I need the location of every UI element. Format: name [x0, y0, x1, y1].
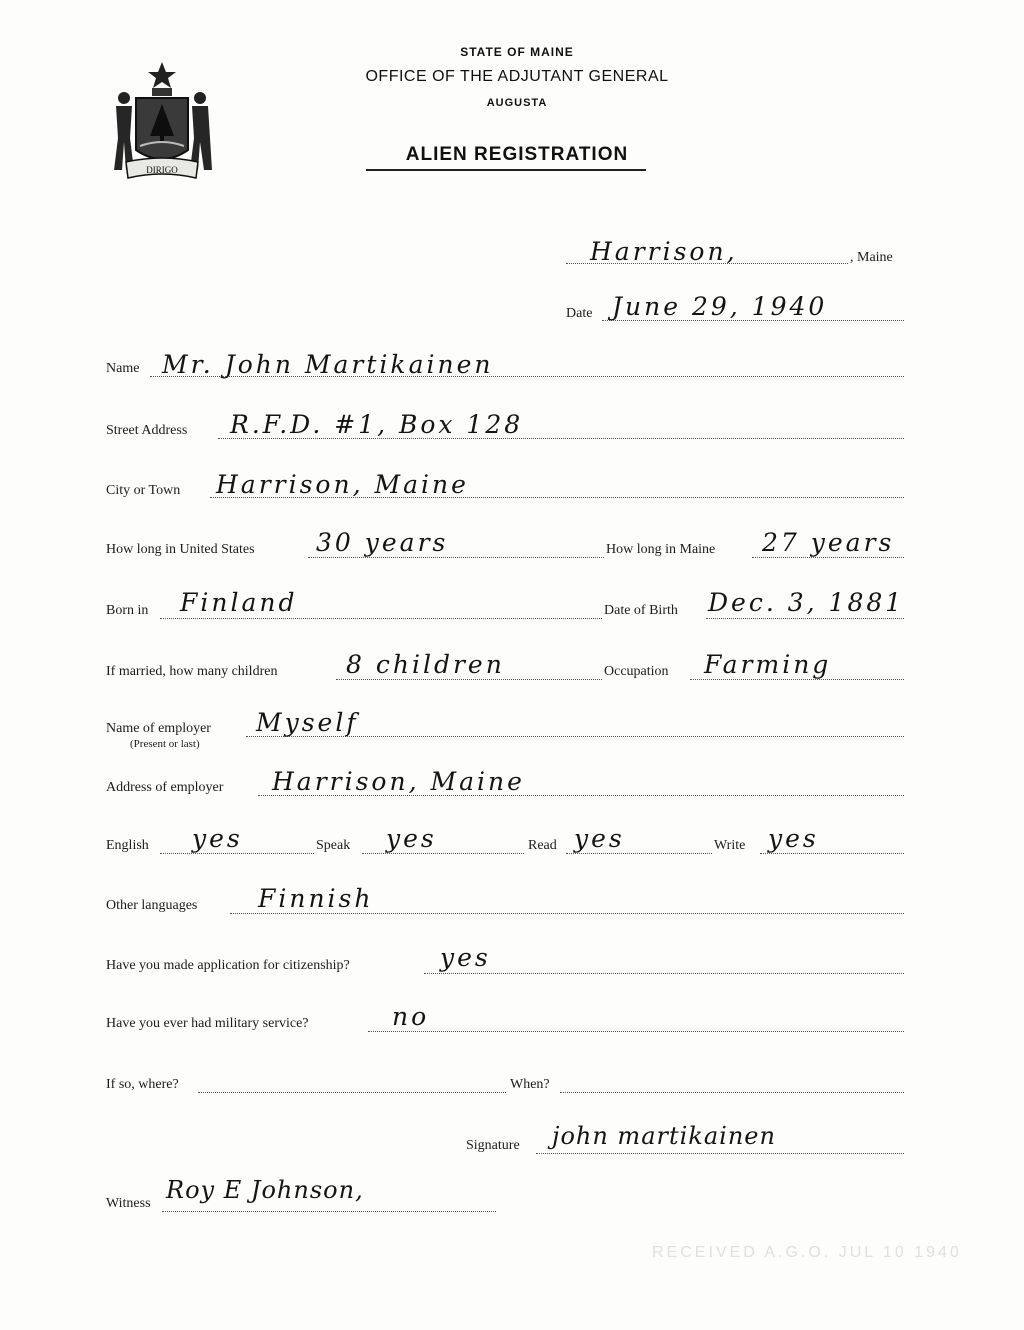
read-value: yes [574, 824, 625, 853]
other-languages-value: Finnish [258, 884, 374, 913]
military-label: Have you ever had military service? [106, 1016, 309, 1031]
maine-residence-label: How long in Maine [606, 542, 716, 557]
street-address-value: R.F.D. #1, Box 128 [230, 410, 524, 439]
where-line [198, 1092, 506, 1093]
received-stamp: RECEIVED A.G.O. JUL 10 1940 [652, 1244, 962, 1261]
when-line [560, 1092, 904, 1093]
write-line [760, 853, 904, 854]
citizenship-value: yes [440, 943, 491, 972]
speak-label: Speak [316, 838, 351, 853]
speak-value: yes [386, 824, 437, 853]
witness-line [162, 1211, 496, 1212]
children-label: If married, how many children [106, 664, 278, 679]
us-residence-line [308, 557, 604, 558]
write-label: Write [714, 838, 746, 853]
place-value: Harrison, [590, 237, 738, 266]
street-address-label: Street Address [106, 423, 188, 438]
occupation-line [690, 679, 904, 680]
employer-label: Name of employer [106, 721, 211, 736]
state-heading: STATE OF MAINE [460, 45, 574, 59]
other-languages-line [230, 913, 904, 914]
name-label: Name [106, 361, 140, 376]
read-label: Read [528, 838, 557, 853]
citizenship-label: Have you made application for citizenship? [106, 958, 350, 973]
employer-value: Myself [256, 708, 359, 737]
place-suffix: , Maine [850, 250, 893, 265]
form-title: ALIEN REGISTRATION [405, 144, 629, 165]
svg-text:DIRIGO: DIRIGO [146, 165, 178, 175]
english-label: English [106, 838, 149, 853]
children-value: 8 children [346, 650, 505, 679]
birth-date-value: Dec. 3, 1881 [708, 588, 905, 617]
city-heading: AUGUSTA [486, 97, 548, 109]
us-residence-label: How long in United States [106, 542, 255, 557]
where-label: If so, where? [106, 1077, 179, 1092]
english-value: yes [192, 824, 243, 853]
title-underline [366, 169, 646, 171]
date-label: Date [566, 306, 593, 321]
birthplace-line [160, 618, 602, 619]
birthplace-value: Finland [180, 588, 298, 617]
write-value: yes [768, 824, 819, 853]
military-value: no [392, 1002, 430, 1031]
name-value: Mr. John Martikainen [162, 350, 494, 379]
signature-line [536, 1153, 904, 1154]
military-line [368, 1031, 904, 1032]
maine-residence-value: 27 years [762, 528, 895, 557]
employer-address-value: Harrison, Maine [272, 767, 525, 796]
birth-date-label: Date of Birth [604, 603, 678, 618]
occupation-label: Occupation [604, 664, 669, 679]
us-residence-value: 30 years [316, 528, 449, 557]
occupation-value: Farming [704, 650, 832, 679]
when-label: When? [510, 1077, 550, 1092]
citizenship-line [424, 973, 904, 974]
city-value: Harrison, Maine [216, 470, 469, 499]
witness-value: Roy E Johnson, [166, 1176, 364, 1204]
other-languages-label: Other languages [106, 898, 198, 913]
read-line [566, 853, 712, 854]
children-line [336, 679, 602, 680]
signature-label: Signature [466, 1138, 520, 1153]
speak-line [362, 853, 524, 854]
employer-address-label: Address of employer [106, 780, 224, 795]
date-value: June 29, 1940 [612, 292, 828, 321]
maine-residence-line [752, 557, 904, 558]
office-heading: OFFICE OF THE ADJUTANT GENERAL [365, 68, 669, 85]
witness-label: Witness [106, 1196, 151, 1211]
birth-date-line [706, 618, 904, 619]
employer-sublabel: (Present or last) [130, 738, 200, 750]
english-line [160, 853, 314, 854]
city-label: City or Town [106, 483, 181, 498]
birthplace-label: Born in [106, 603, 149, 618]
signature-value: john martikainen [552, 1122, 776, 1150]
